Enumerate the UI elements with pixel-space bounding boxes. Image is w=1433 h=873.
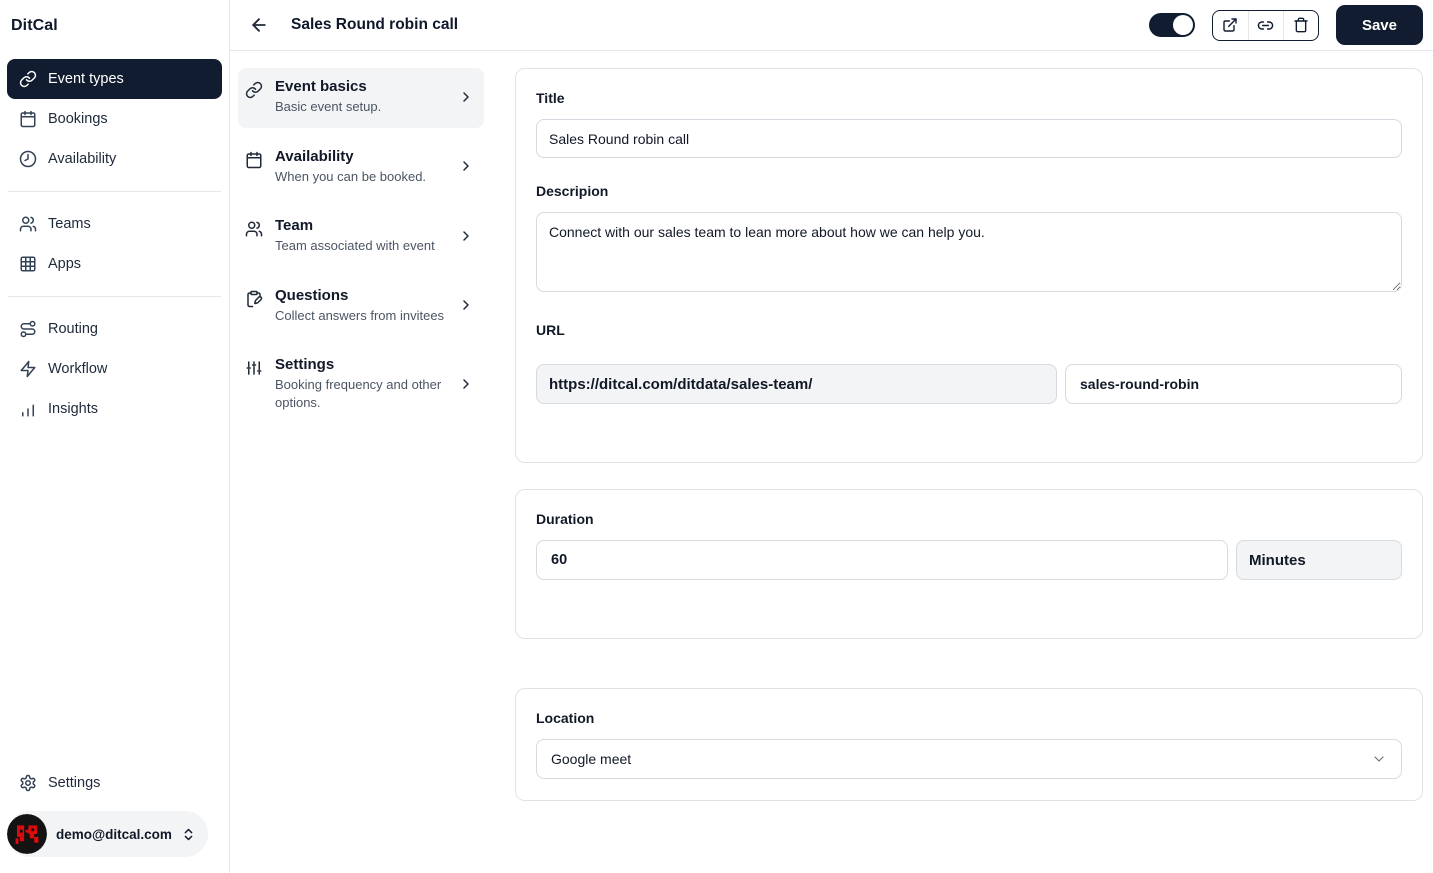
sidebar-item-label: Teams xyxy=(48,216,91,232)
copy-link-button[interactable] xyxy=(1248,11,1283,40)
description-textarea[interactable] xyxy=(536,212,1402,292)
panel-item-title: Team xyxy=(275,217,314,235)
panel-item-questions[interactable] xyxy=(238,277,484,337)
link-icon xyxy=(19,70,37,88)
sidebar-item-insights[interactable] xyxy=(7,389,222,429)
gear-icon xyxy=(19,774,37,792)
event-basics-form xyxy=(492,51,1433,873)
link-icon xyxy=(245,81,263,99)
sidebar-bottom xyxy=(0,755,229,873)
sidebar-item-label: Event types xyxy=(48,71,124,87)
users-icon xyxy=(245,220,263,238)
event-sections-panel xyxy=(230,51,492,873)
sidebar-divider xyxy=(8,191,221,192)
zap-icon xyxy=(19,360,37,378)
toggle-knob xyxy=(1173,15,1193,35)
sidebar xyxy=(0,0,230,873)
sidebar-item-label: Workflow xyxy=(48,361,108,377)
duration-input[interactable] xyxy=(536,540,1228,580)
sidebar-nav xyxy=(0,51,229,755)
location-card xyxy=(515,688,1423,801)
sidebar-item-bookings[interactable] xyxy=(7,99,222,139)
panel-item-availability[interactable] xyxy=(238,138,484,198)
sidebar-item-teams[interactable] xyxy=(7,204,222,244)
url-prefix: https://ditcal.com/ditdata/sales-team/ xyxy=(536,364,1057,404)
external-link-button[interactable] xyxy=(1213,11,1248,40)
sidebar-item-availability[interactable] xyxy=(7,139,222,179)
users-icon xyxy=(19,215,37,233)
calendar-icon xyxy=(19,110,37,128)
sidebar-item-label: Apps xyxy=(48,256,82,272)
sidebar-item-label: Availability xyxy=(48,151,117,167)
back-button[interactable] xyxy=(245,11,273,39)
url-label: URL xyxy=(536,322,565,338)
sidebar-item-settings[interactable] xyxy=(7,763,222,803)
panel-item-description: Basic event setup. xyxy=(275,99,382,114)
panel-item-event-basics[interactable] xyxy=(238,68,484,128)
duration-row xyxy=(536,540,1402,580)
description-label: Descripion xyxy=(536,183,609,199)
avatar xyxy=(7,814,47,854)
calendar-icon xyxy=(245,151,263,169)
clipboard-edit-icon xyxy=(245,290,263,308)
clock-icon xyxy=(19,150,37,168)
chevron-right-icon xyxy=(458,158,474,174)
duration-label: Duration xyxy=(536,511,594,527)
panel-item-title: Availability xyxy=(275,147,354,165)
chevron-right-icon xyxy=(458,376,474,392)
chevron-right-icon xyxy=(458,89,474,105)
chevron-right-icon xyxy=(458,297,474,313)
workspace xyxy=(230,51,1433,873)
title-label: Title xyxy=(536,90,565,106)
bar-chart-icon xyxy=(19,400,37,418)
duration-card xyxy=(515,489,1423,639)
app-logo: DitCal xyxy=(11,16,58,34)
basics-card xyxy=(515,68,1423,463)
save-button[interactable]: Save xyxy=(1336,5,1423,45)
sidebar-item-label: Bookings xyxy=(48,111,108,127)
topbar xyxy=(230,0,1433,51)
route-icon xyxy=(19,320,37,338)
panel-item-title: Settings xyxy=(275,356,335,374)
sidebar-item-routing[interactable] xyxy=(7,309,222,349)
sliders-icon xyxy=(245,359,263,377)
duration-unit: Minutes xyxy=(1236,540,1402,580)
panel-item-title: Questions xyxy=(275,286,349,304)
sidebar-item-workflow[interactable] xyxy=(7,349,222,389)
panel-item-description: Booking frequency and other options. xyxy=(275,377,442,410)
title-input[interactable] xyxy=(536,119,1402,158)
account-menu[interactable] xyxy=(7,811,208,857)
panel-item-description: Team associated with event xyxy=(275,238,435,254)
url-slug-input[interactable] xyxy=(1065,364,1402,404)
panel-item-description: Collect answers from invitees xyxy=(275,307,445,323)
sidebar-item-label: Insights xyxy=(48,401,98,417)
main-area xyxy=(230,0,1433,873)
topbar-actions xyxy=(1149,5,1423,45)
sidebar-item-label: Settings xyxy=(48,775,101,791)
account-email: demo@ditcal.com xyxy=(56,826,172,842)
grid-icon xyxy=(19,255,37,273)
sidebar-divider xyxy=(8,296,221,297)
sidebar-item-apps[interactable] xyxy=(7,244,222,284)
chevrons-up-down-icon xyxy=(181,827,196,842)
sidebar-item-event-types[interactable] xyxy=(7,59,222,99)
location-value: Google meet xyxy=(551,751,632,767)
event-action-group xyxy=(1212,10,1319,41)
trash-button[interactable] xyxy=(1283,11,1318,40)
sidebar-item-label: Routing xyxy=(48,321,98,337)
page-title: Sales Round robin call xyxy=(291,16,459,33)
chevron-right-icon xyxy=(458,228,474,244)
location-label: Location xyxy=(536,710,595,726)
panel-item-description: When you can be booked. xyxy=(275,168,427,184)
chevron-down-icon xyxy=(1371,751,1387,767)
url-row xyxy=(536,364,1402,404)
panel-item-settings[interactable] xyxy=(238,346,484,423)
event-enabled-toggle[interactable] xyxy=(1149,13,1195,37)
panel-item-title: Event basics xyxy=(275,78,367,95)
panel-item-team[interactable] xyxy=(238,207,484,267)
location-select[interactable] xyxy=(536,739,1402,779)
